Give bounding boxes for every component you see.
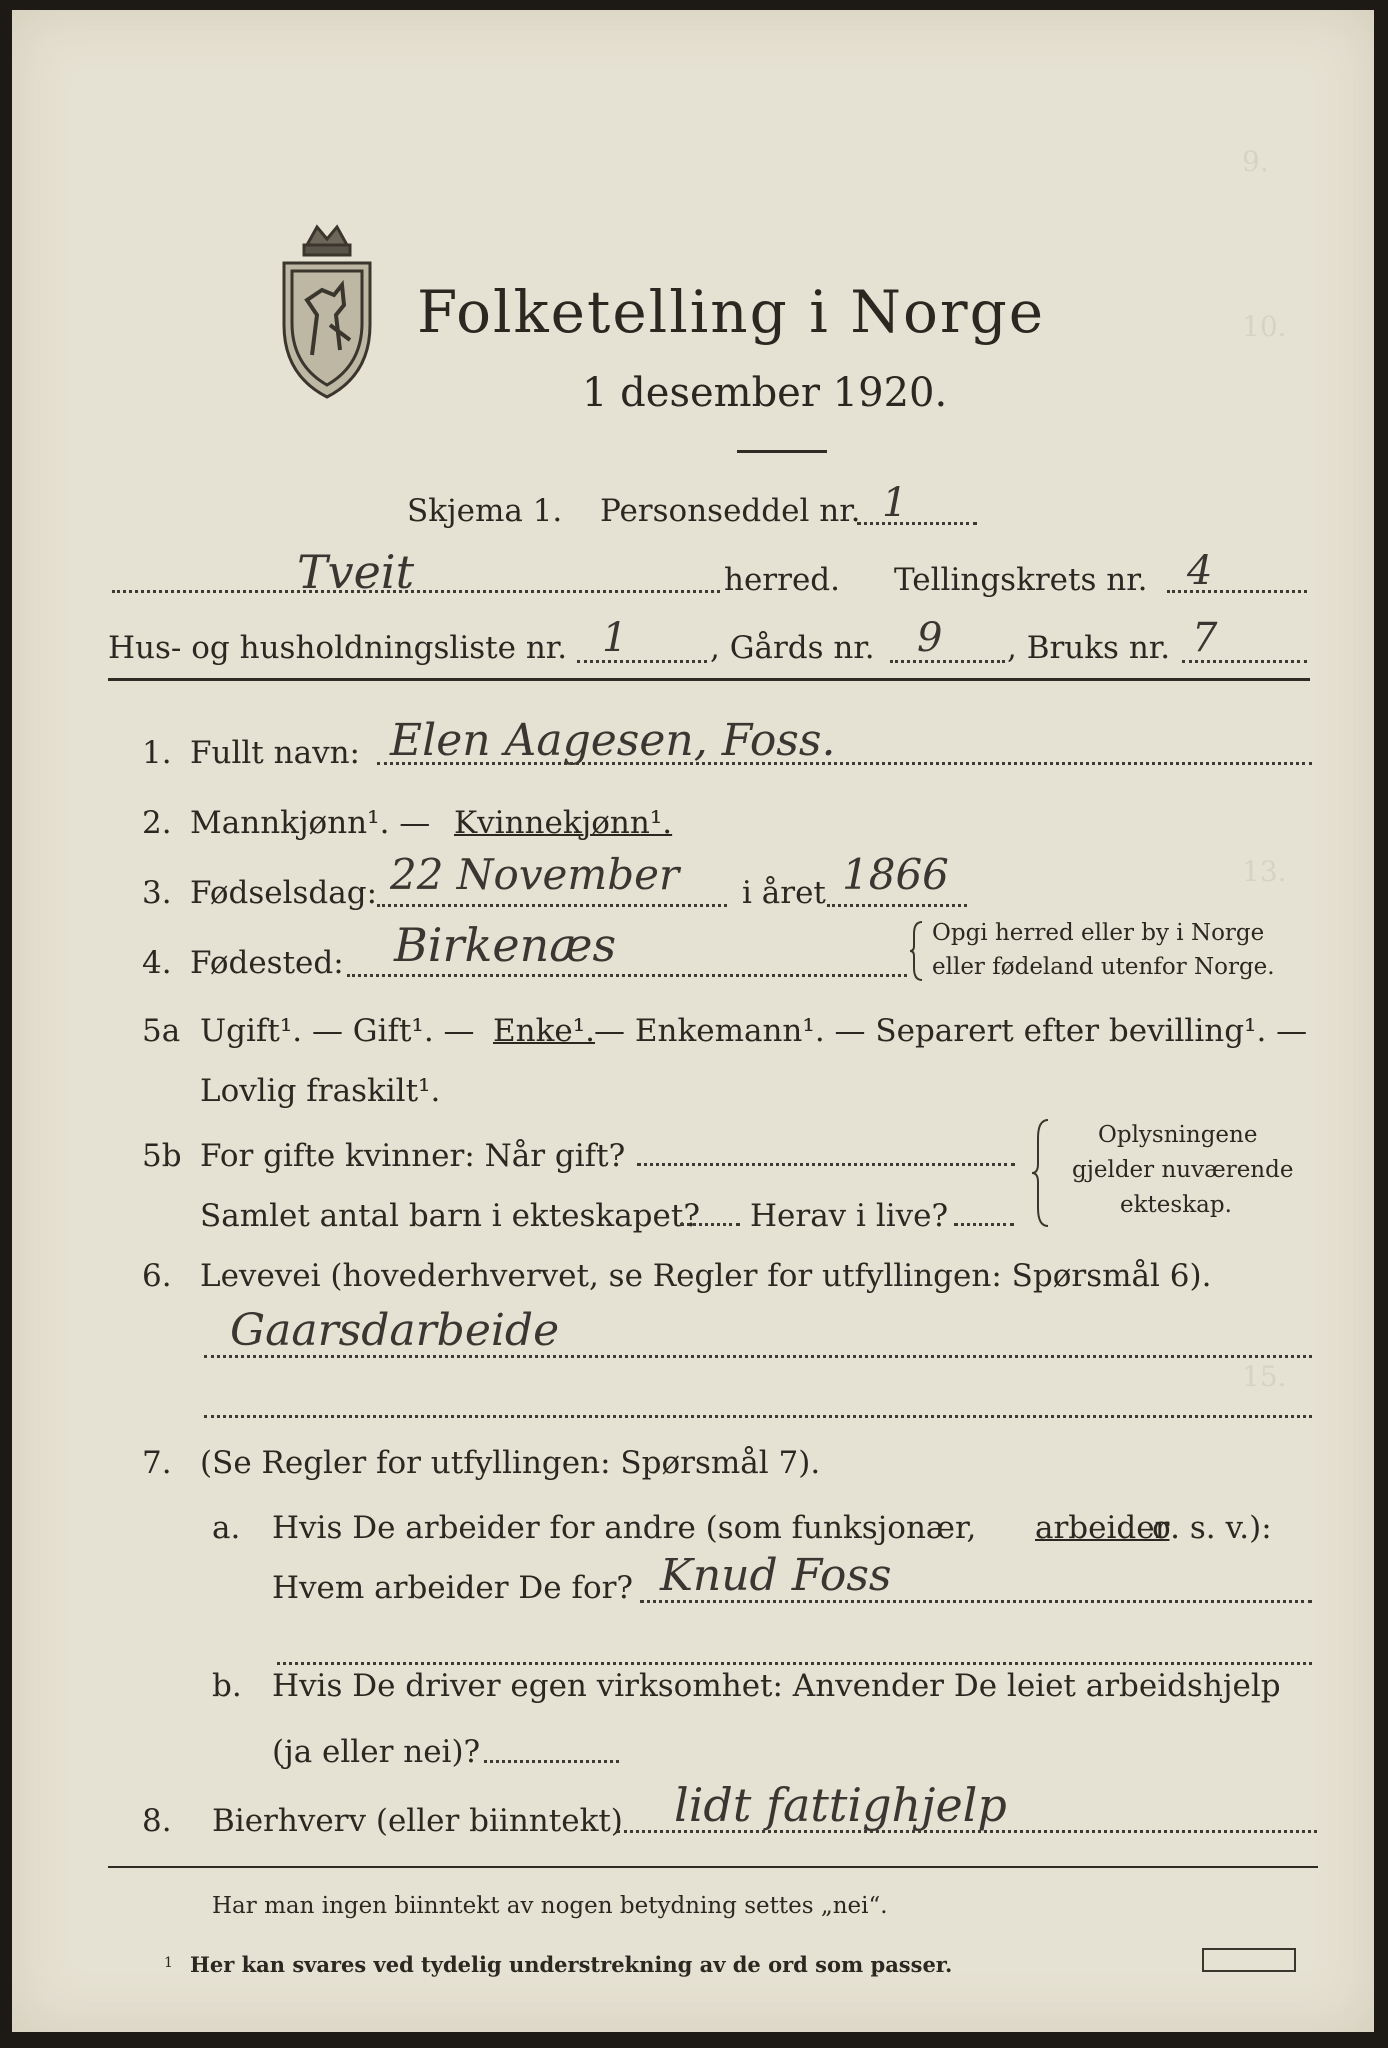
census-form-page [12, 10, 1374, 2032]
q5b-alive-line [954, 1223, 1014, 1226]
hus-value: 1 [602, 615, 628, 661]
footer-note: Har man ingen biinntekt av nogen betydning settes „nei“. [212, 1893, 888, 1919]
q7a-option-arbeider: arbeider [1035, 1510, 1170, 1546]
q4-number: 4. [142, 945, 172, 981]
q6-line2 [204, 1415, 1312, 1418]
q5b-married-line [637, 1163, 1015, 1166]
q6-label: Levevei (hovederhvervet, se Regler for utfyllingen: Spørsmål 6). [200, 1258, 1212, 1294]
q1-line [377, 762, 1312, 765]
q7b-line1: Hvis De driver egen virksomhet: Anvender De leiet arbeidshjelp [272, 1668, 1281, 1704]
q7a-line1: Hvis De arbeider for andre (som funksjonær, [272, 1510, 977, 1546]
q3-line [377, 904, 727, 907]
gards-label: , Gårds nr. [710, 630, 875, 666]
q5b-alive-label: Herav i live? [750, 1198, 949, 1234]
q8-number: 8. [142, 1803, 172, 1839]
q7a-letter: a. [212, 1510, 241, 1546]
form-date: 1 desember 1920. [582, 370, 948, 416]
q7b-line2: (ja eller nei)? [272, 1734, 481, 1770]
q3-year-label: i året [742, 875, 826, 911]
tellingskrets-label: Tellingskrets nr. [894, 562, 1148, 598]
herred-label: herred. [724, 562, 840, 598]
q1-number: 1. [142, 735, 172, 771]
bleed-through-text: 9. [1242, 145, 1269, 178]
q7b-line [484, 1760, 619, 1763]
q7a-line1-end: o. s. v.): [1152, 1510, 1272, 1546]
q5b-number: 5b [142, 1138, 182, 1174]
q7a-line2: Hvem arbeider De for? [272, 1570, 634, 1606]
q5a-option-enke: Enke¹. [493, 1013, 596, 1049]
q5b-brace-icon [1032, 1118, 1052, 1228]
q7a-employer: Knud Foss [660, 1550, 892, 1601]
hus-label: Hus- og husholdningsliste nr. [108, 630, 568, 666]
q4-note-line2: eller fødeland utenfor Norge. [932, 954, 1275, 980]
bruks-label: , Bruks nr. [1007, 630, 1171, 666]
q6-occupation: Gaarsdarbeide [230, 1305, 560, 1356]
q3-number: 3. [142, 875, 172, 911]
bleed-through-text: 15. [1242, 1360, 1287, 1393]
q2-option-mann: Mannkjønn¹. — [190, 805, 431, 841]
gards-line [890, 660, 1005, 663]
q3-year: 1866 [842, 850, 949, 899]
q8-side-income: lidt fattighjelp [674, 1778, 1007, 1832]
herred-line [112, 590, 720, 593]
q4-brace-icon [910, 920, 924, 982]
footer-rule [108, 1866, 1318, 1868]
q7a-line2-blank [277, 1662, 1312, 1665]
footnote-mark: 1 [164, 1955, 173, 1971]
personseddel-label: Personseddel nr. [600, 493, 861, 529]
q8-label: Bierhverv (eller biinntekt) [212, 1803, 623, 1839]
q1-full-name: Elen Aagesen, Foss. [390, 715, 836, 766]
bleed-through-text: 13. [1242, 855, 1287, 888]
q4-note-line1: Opgi herred eller by i Norge [932, 920, 1265, 946]
q3-birthday: 22 November [390, 850, 680, 899]
skjema-label: Skjema 1. [407, 493, 563, 529]
personseddel-line [857, 522, 977, 525]
q5b-children-line [680, 1223, 740, 1226]
q5b-note-line3: ekteskap. [1120, 1192, 1232, 1218]
q5b-line1: For gifte kvinner: Når gift? [200, 1138, 626, 1174]
q6-line1 [204, 1355, 1312, 1358]
printer-stamp-logo [1202, 1948, 1296, 1972]
q5b-note-line1: Oplysningene [1098, 1122, 1258, 1148]
herred-value: Tveit [297, 545, 415, 599]
gards-value: 9 [917, 615, 943, 661]
title-divider [737, 450, 827, 453]
personseddel-value: 1 [882, 480, 908, 526]
norwegian-coat-of-arms-icon [272, 215, 382, 405]
tellingskrets-value: 4 [1187, 548, 1213, 594]
q2-option-kvinne: Kvinnekjønn¹. [454, 805, 673, 841]
form-title: Folketelling i Norge [417, 278, 1046, 346]
q7a-line [640, 1600, 1312, 1603]
q3-year-line [827, 904, 967, 907]
q7-label: (Se Regler for utfyllingen: Spørsmål 7). [200, 1445, 821, 1481]
header-rule [108, 678, 1310, 681]
q5a-option-rest: — Enkemann¹. — Separert efter bevilling¹. — [594, 1013, 1308, 1049]
q5a-option-ugift-gift: Ugift¹. — Gift¹. — [200, 1013, 475, 1049]
q5b-children-label: Samlet antal barn i ekteskapet? [200, 1198, 700, 1234]
q4-label: Fødested: [190, 945, 344, 981]
q3-label: Fødselsdag: [190, 875, 378, 911]
hus-line [577, 660, 707, 663]
q4-birthplace: Birkenæs [394, 918, 617, 972]
q5a-number: 5a [142, 1013, 181, 1049]
q7b-letter: b. [212, 1668, 242, 1704]
q1-label: Fullt navn: [190, 735, 360, 771]
q6-number: 6. [142, 1258, 172, 1294]
q5b-note-line2: gjelder nuværende [1072, 1157, 1294, 1183]
q2-number: 2. [142, 805, 172, 841]
q7-number: 7. [142, 1445, 172, 1481]
bleed-through-text: 10. [1242, 310, 1287, 343]
q5a-option-fraskilt: Lovlig fraskilt¹. [200, 1073, 441, 1109]
q8-line [617, 1830, 1317, 1833]
bruks-value: 7 [1192, 615, 1218, 661]
q4-line [347, 974, 907, 977]
footnote-text: Her kan svares ved tydelig understrekning av de ord som passer. [190, 1952, 953, 1977]
